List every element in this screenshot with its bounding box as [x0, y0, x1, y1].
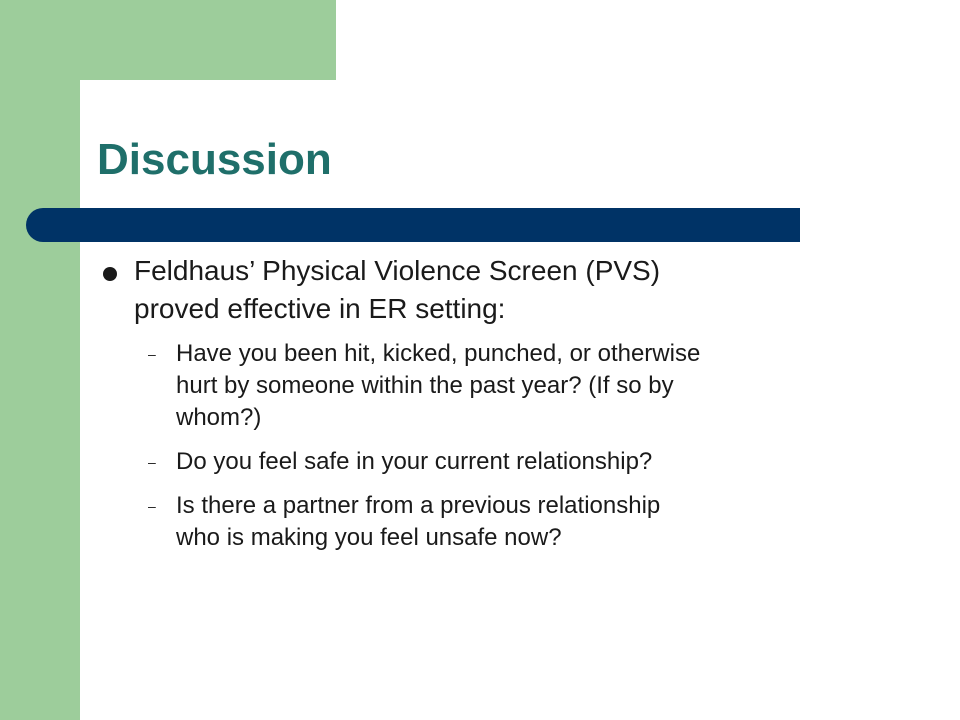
slide-body: [100, 252, 860, 566]
dash-icon: –: [148, 498, 156, 514]
main-bullet-line-2: proved effective in ER setting:: [134, 293, 506, 324]
slide-title: Discussion: [97, 135, 332, 184]
dash-icon: –: [148, 346, 156, 362]
sub-bullet-1-line-1: Have you been hit, kicked, punched, or otherwise: [176, 340, 701, 367]
sub-bullet-list: [100, 338, 860, 554]
green-side-band: [0, 0, 80, 720]
sub-bullet-1-line-2: hurt by someone within the past year? (If so by: [176, 372, 674, 399]
sub-bullet-2: [100, 446, 860, 478]
sub-bullet-2-line-1: Do you feel safe in your current relationship?: [176, 448, 653, 475]
sub-bullet-1: [100, 338, 860, 434]
dash-icon: –: [148, 454, 156, 470]
green-top-band: [0, 0, 336, 80]
main-bullet: [100, 252, 860, 328]
sub-bullet-3-line-2: who is making you feel unsafe now?: [176, 524, 562, 551]
title-underline-bar: [26, 208, 800, 242]
bullet-dot-icon: [103, 267, 117, 281]
sub-bullet-3-line-1: Is there a partner from a previous relationship: [176, 492, 661, 519]
main-bullet-line-1: Feldhaus’ Physical Violence Screen (PVS): [134, 255, 661, 286]
sub-bullet-3: [100, 490, 860, 554]
sub-bullet-1-line-3: whom?): [176, 404, 262, 431]
